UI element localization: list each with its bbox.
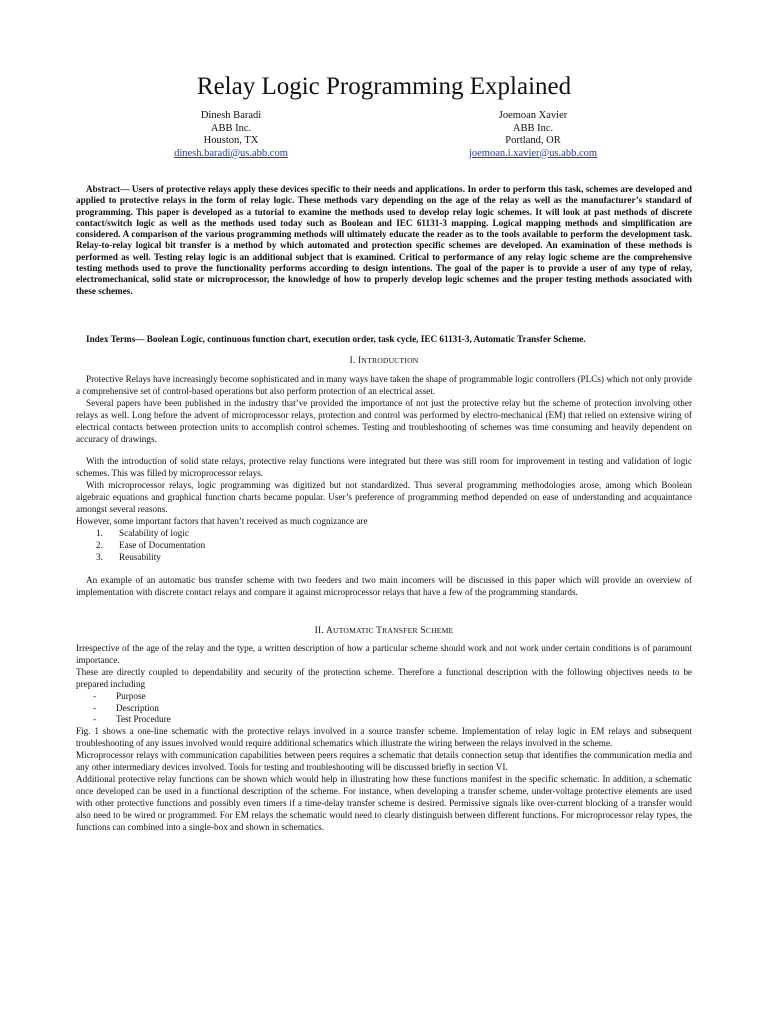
paragraph: Several papers have been published in the industry that’ve provided the importance of not just the protective relay but the scheme of protection involving other relays as well. Long before the advent of microprocessor relays, protection and control was performed by electro-mechanical (EM) that relied on extensive wiring of electrical contacts between protection units to accomplish control schemes. Testing and troubleshooting of schemes was time consuming and heavily dependent on accuracy of drawings.	[76, 397, 692, 444]
author-name: Dinesh Baradi	[200, 110, 262, 121]
author-organization: ABB Inc.	[210, 122, 252, 134]
list-item	[76, 691, 692, 703]
author-location: Portland, OR	[505, 135, 561, 146]
section-heading-introduction	[0, 356, 768, 366]
introduction-section	[76, 374, 692, 598]
section-number: I.	[349, 356, 356, 366]
paragraph: Additional protective relay functions can be shown which would help in illustrating how these functions manifest in the specific schematic. In addition, a schematic once developed can be used in a functional description of the scheme. For instance, when developing a transfer scheme, under-voltage protective elements are used with other protective functions and possibly even timers if a time-delay transfer scheme is desired. Permissive signals like over-current blocking of a transfer would also need to be wired or programmed. For EM relays the schematic would need to clearly distinguish between different functions. For microprocessor relay types, the functions can combined into a single-box and shown in schematics.	[76, 773, 692, 832]
list-item-text: Ease of Documentation	[119, 539, 206, 550]
objectives-list	[76, 691, 692, 727]
factors-list	[76, 528, 692, 564]
section-number: II.	[314, 626, 324, 636]
list-item	[76, 528, 692, 540]
author-block-2	[403, 110, 663, 160]
list-marker: 2.	[96, 539, 103, 550]
paragraph: Microprocessor relays with communication capabilities between peers requires a schematic that details connection setup that identifies the communication media and any other intermediary devices involved. Tools for testing and troubleshooting will be discussed briefly in section VI.	[76, 750, 692, 773]
paragraph: These are directly coupled to dependability and security of the protection scheme. Therefore a functional description with the following objectives needs to be prepared including	[76, 666, 692, 689]
paragraph: Irrespective of the age of the relay and the type, a written description of how a particular scheme should work and not work under certain conditions is of paramount importance.	[76, 643, 692, 665]
index-terms: Index Terms— Boolean Logic, continuous function chart, execution order, task cycle, IEC 61131-3, Automatic Transfer Scheme.	[86, 334, 586, 344]
automatic-transfer-scheme-section	[76, 643, 692, 834]
paragraph: With the introduction of solid state relays, protective relay functions were integrated but there was still room for improvement in testing and validation of logic schemes. This was filled by microprocessor relays.	[76, 456, 692, 479]
author-organization: ABB Inc.	[512, 122, 554, 134]
paragraph: However, some important factors that haven’t received as much cognizance are	[76, 515, 368, 526]
list-marker: 3.	[96, 551, 103, 562]
list-marker: -	[93, 702, 97, 713]
list-item-text: Description	[116, 702, 159, 713]
section-title-rest: CHEME	[425, 626, 454, 635]
list-item-text: Scalability of logic	[119, 527, 189, 538]
paragraph: With microprocessor relays, logic programming was digitized but not standardized. Thus several programming methodologies arose, among which Boolean algebraic equations and graphical function charts became popular. User’s preference of programming method depended on ease of understanding and acquaintance amongst several reasons.	[76, 480, 692, 515]
list-item	[76, 714, 692, 726]
section-title-initial: I	[358, 356, 362, 366]
list-item-text: Purpose	[116, 690, 146, 701]
section-title-rest: NTRODUCTION	[361, 356, 419, 365]
list-item-text: Reusability	[119, 551, 161, 562]
list-item	[76, 552, 692, 564]
section-title-rest: RANSFER	[382, 626, 418, 635]
author-name: Joemoan Xavier	[498, 110, 568, 121]
author-email-link[interactable]: dinesh.baradi@us.abb.com	[174, 147, 288, 159]
section-title-initial: S	[420, 626, 426, 636]
list-marker: -	[93, 714, 97, 725]
author-location: Houston, TX	[203, 135, 259, 146]
section-heading-automatic-transfer-scheme	[0, 626, 768, 636]
list-marker: -	[93, 690, 97, 701]
paper-title: Relay Logic Programming Explained	[196, 73, 572, 100]
list-item-text: Test Procedure	[116, 714, 171, 725]
section-title-initial: A	[325, 626, 334, 636]
paragraph: Fig. 1 shows a one-line schematic with the protective relays involved in a source transfer scheme. Implementation of relay logic in EM relays and subsequent troubleshooting of any issues involved would require additional schematics which illustrate the wiring between the relays involved in the scheme.	[76, 726, 692, 749]
abstract: Abstract— Users of protective relays apply these devices specific to their needs and applications. In order to perform this task, schemes are developed and applied to protective relays in the form of relay logic. These methods vary depending on the age of the relay as well as the manufacturer’s standard of programming. This paper is developed as a tutorial to examine the methods used to develop relay logic schemes. It will look at past methods of discrete contact/switch logic as well as the methods used today such as Boolean and IEC 61131-3 mapping. Logical mapping methods and simplification are considered. A comparison of the various programming methods will ultimately educate the reader as to the tools available to perform the development task. Relay-to-relay logical bit transfer is a method by which automated and protection specific schemes are developed. An examination of these methods is performed as well. Testing relay logic is an additional subject that is examined. Critical to performance of any relay logic scheme are the comprehensive testing methods used to prove the functionality performs according to design intentions. The goal of the paper is to provide a user of any type of relay, electromechanical, solid state or microprocessor, the knowledge of how to properly develop logic schemes and the proper testing methods associated with these schemes.	[76, 184, 692, 296]
author-email-link[interactable]: joemoan.i.xavier@us.abb.com	[468, 147, 598, 159]
paragraph: An example of an automatic bus transfer scheme with two feeders and two main incomers will be discussed in this paper which will provide an overview of implementation with discrete contact relays and compare it against microprocessor relays that have a few of the programming standards.	[76, 574, 692, 597]
paragraph: Protective Relays have increasingly become sophisticated and in many ways have taken the shape of programmable logic controllers (PLCs) which not only provide a comprehensive set of control-based operations but also perform protection of an electrical asset.	[76, 374, 692, 396]
author-block-1	[101, 110, 361, 160]
section-title-rest: UTOMATIC	[333, 626, 374, 635]
list-item	[76, 703, 692, 715]
list-marker: 1.	[96, 527, 103, 538]
list-item	[76, 540, 692, 552]
section-title-initial: T	[376, 626, 383, 636]
